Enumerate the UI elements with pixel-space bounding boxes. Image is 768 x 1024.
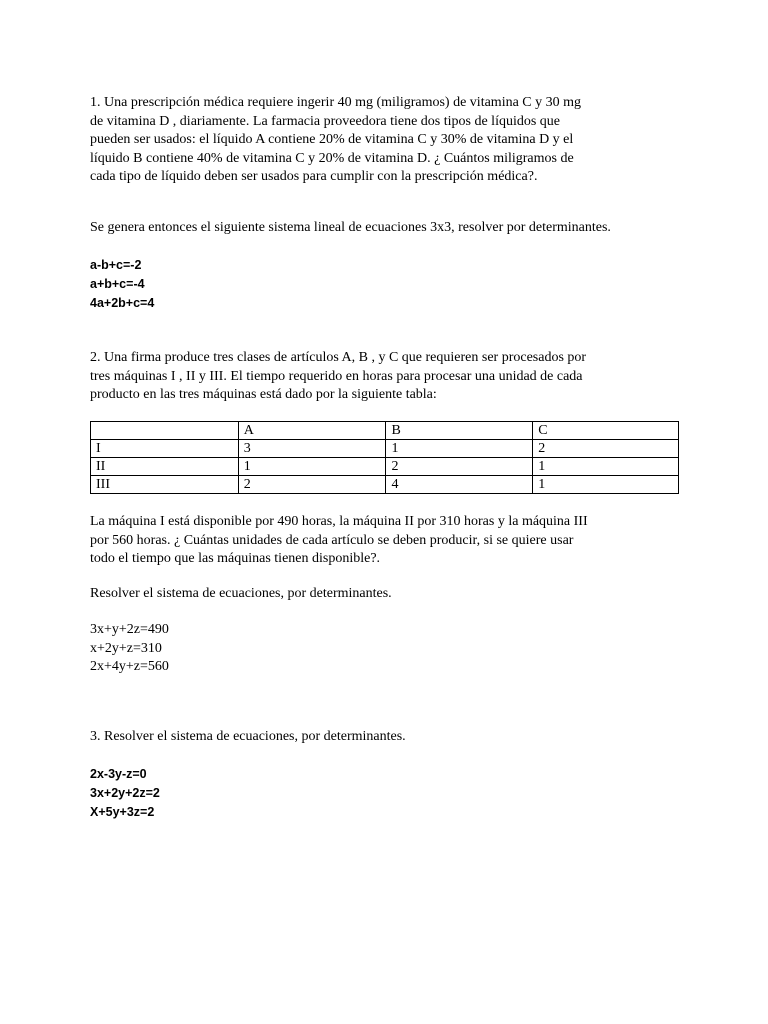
table-cell: 2 bbox=[386, 458, 533, 476]
problem-1-instruction bbox=[90, 219, 690, 238]
equation: 4a+2b+c=4 bbox=[90, 296, 155, 310]
table-header-row bbox=[91, 422, 679, 440]
problem-3-equations bbox=[90, 765, 690, 822]
table-cell: 1 bbox=[238, 458, 386, 476]
problem-2-after-line: La máquina I está disponible por 490 horas, la máquina II por 310 horas y la máquina III bbox=[90, 514, 588, 529]
table-cell: III bbox=[91, 476, 239, 494]
problem-1-line: líquido B contiene 40% de vitamina C y 20% de vitamina D. ¿ Cuántos miligramos de bbox=[90, 150, 574, 166]
table-cell: C bbox=[533, 422, 679, 440]
problem-2-after-line: todo el tiempo que las máquinas tienen disponible?. bbox=[90, 551, 381, 566]
table-cell: II bbox=[91, 458, 239, 476]
problem-1-line: pueden ser usados: el líquido A contiene 20% de vitamina C y 30% de vitamina D y el bbox=[90, 132, 574, 147]
equation: 2x+4y+z=560 bbox=[90, 659, 169, 674]
table-cell: 3 bbox=[238, 440, 386, 458]
problem-2-instruction bbox=[90, 585, 690, 604]
equation: a-b+c=-2 bbox=[90, 258, 142, 272]
table-cell: 1 bbox=[533, 458, 679, 476]
table-cell: 2 bbox=[533, 440, 679, 458]
equation: X+5y+3z=2 bbox=[90, 805, 155, 819]
problem-1-line: 1. Una prescripción médica requiere ingerir 40 mg (miligramos) de vitamina C y 30 mg bbox=[90, 95, 582, 110]
problem-1-instruction-text: Se genera entonces el siguiente sistema lineal de ecuaciones 3x3, resolver por determinantes. bbox=[90, 220, 611, 235]
problem-2-equations bbox=[90, 621, 690, 677]
problem-2-statement bbox=[90, 349, 690, 405]
problem-3-instruction bbox=[90, 728, 690, 747]
table-cell: 2 bbox=[238, 476, 386, 494]
table-cell bbox=[91, 422, 239, 440]
problem-2-instruction-text: Resolver el sistema de ecuaciones, por determinantes. bbox=[90, 586, 392, 601]
table-cell: 1 bbox=[386, 440, 533, 458]
problem-2-availability bbox=[90, 513, 690, 569]
table-row bbox=[91, 440, 679, 458]
problem-1-equations bbox=[90, 256, 690, 313]
table-cell: B bbox=[386, 422, 533, 440]
problem-1-line: de vitamina D , diariamente. La farmacia proveedora tiene dos tipos de líquidos que bbox=[90, 113, 561, 129]
problem-3-instruction-text: 3. Resolver el sistema de ecuaciones, por determinantes. bbox=[90, 729, 406, 744]
equation: 3x+2y+2z=2 bbox=[90, 786, 160, 800]
problem-1-statement bbox=[90, 94, 690, 187]
machine-time-table bbox=[90, 421, 679, 494]
equation: x+2y+z=310 bbox=[90, 640, 162, 656]
table-row bbox=[91, 476, 679, 494]
problem-2-line: 2. Una firma produce tres clases de artículos A, B , y C que requieren ser procesados por bbox=[90, 350, 587, 365]
problem-2-after-line: por 560 horas. ¿ Cuántas unidades de cada artículo se deben producir, si se quiere usar bbox=[90, 532, 574, 548]
problem-2-line: producto en las tres máquinas está dado por la siguiente tabla: bbox=[90, 387, 437, 402]
equation: a+b+c=-4 bbox=[90, 277, 145, 291]
problem-2-line: tres máquinas I , II y III. El tiempo requerido en horas para procesar una unidad de cada bbox=[90, 368, 583, 384]
table-cell: I bbox=[91, 440, 239, 458]
equation: 3x+y+2z=490 bbox=[90, 622, 169, 637]
equation: 2x-3y-z=0 bbox=[90, 767, 147, 781]
table-row bbox=[91, 458, 679, 476]
problem-1-line: cada tipo de líquido deben ser usados para cumplir con la prescripción médica?. bbox=[90, 169, 538, 184]
table-cell: 1 bbox=[533, 476, 679, 494]
table-cell: A bbox=[238, 422, 386, 440]
table-cell: 4 bbox=[386, 476, 533, 494]
